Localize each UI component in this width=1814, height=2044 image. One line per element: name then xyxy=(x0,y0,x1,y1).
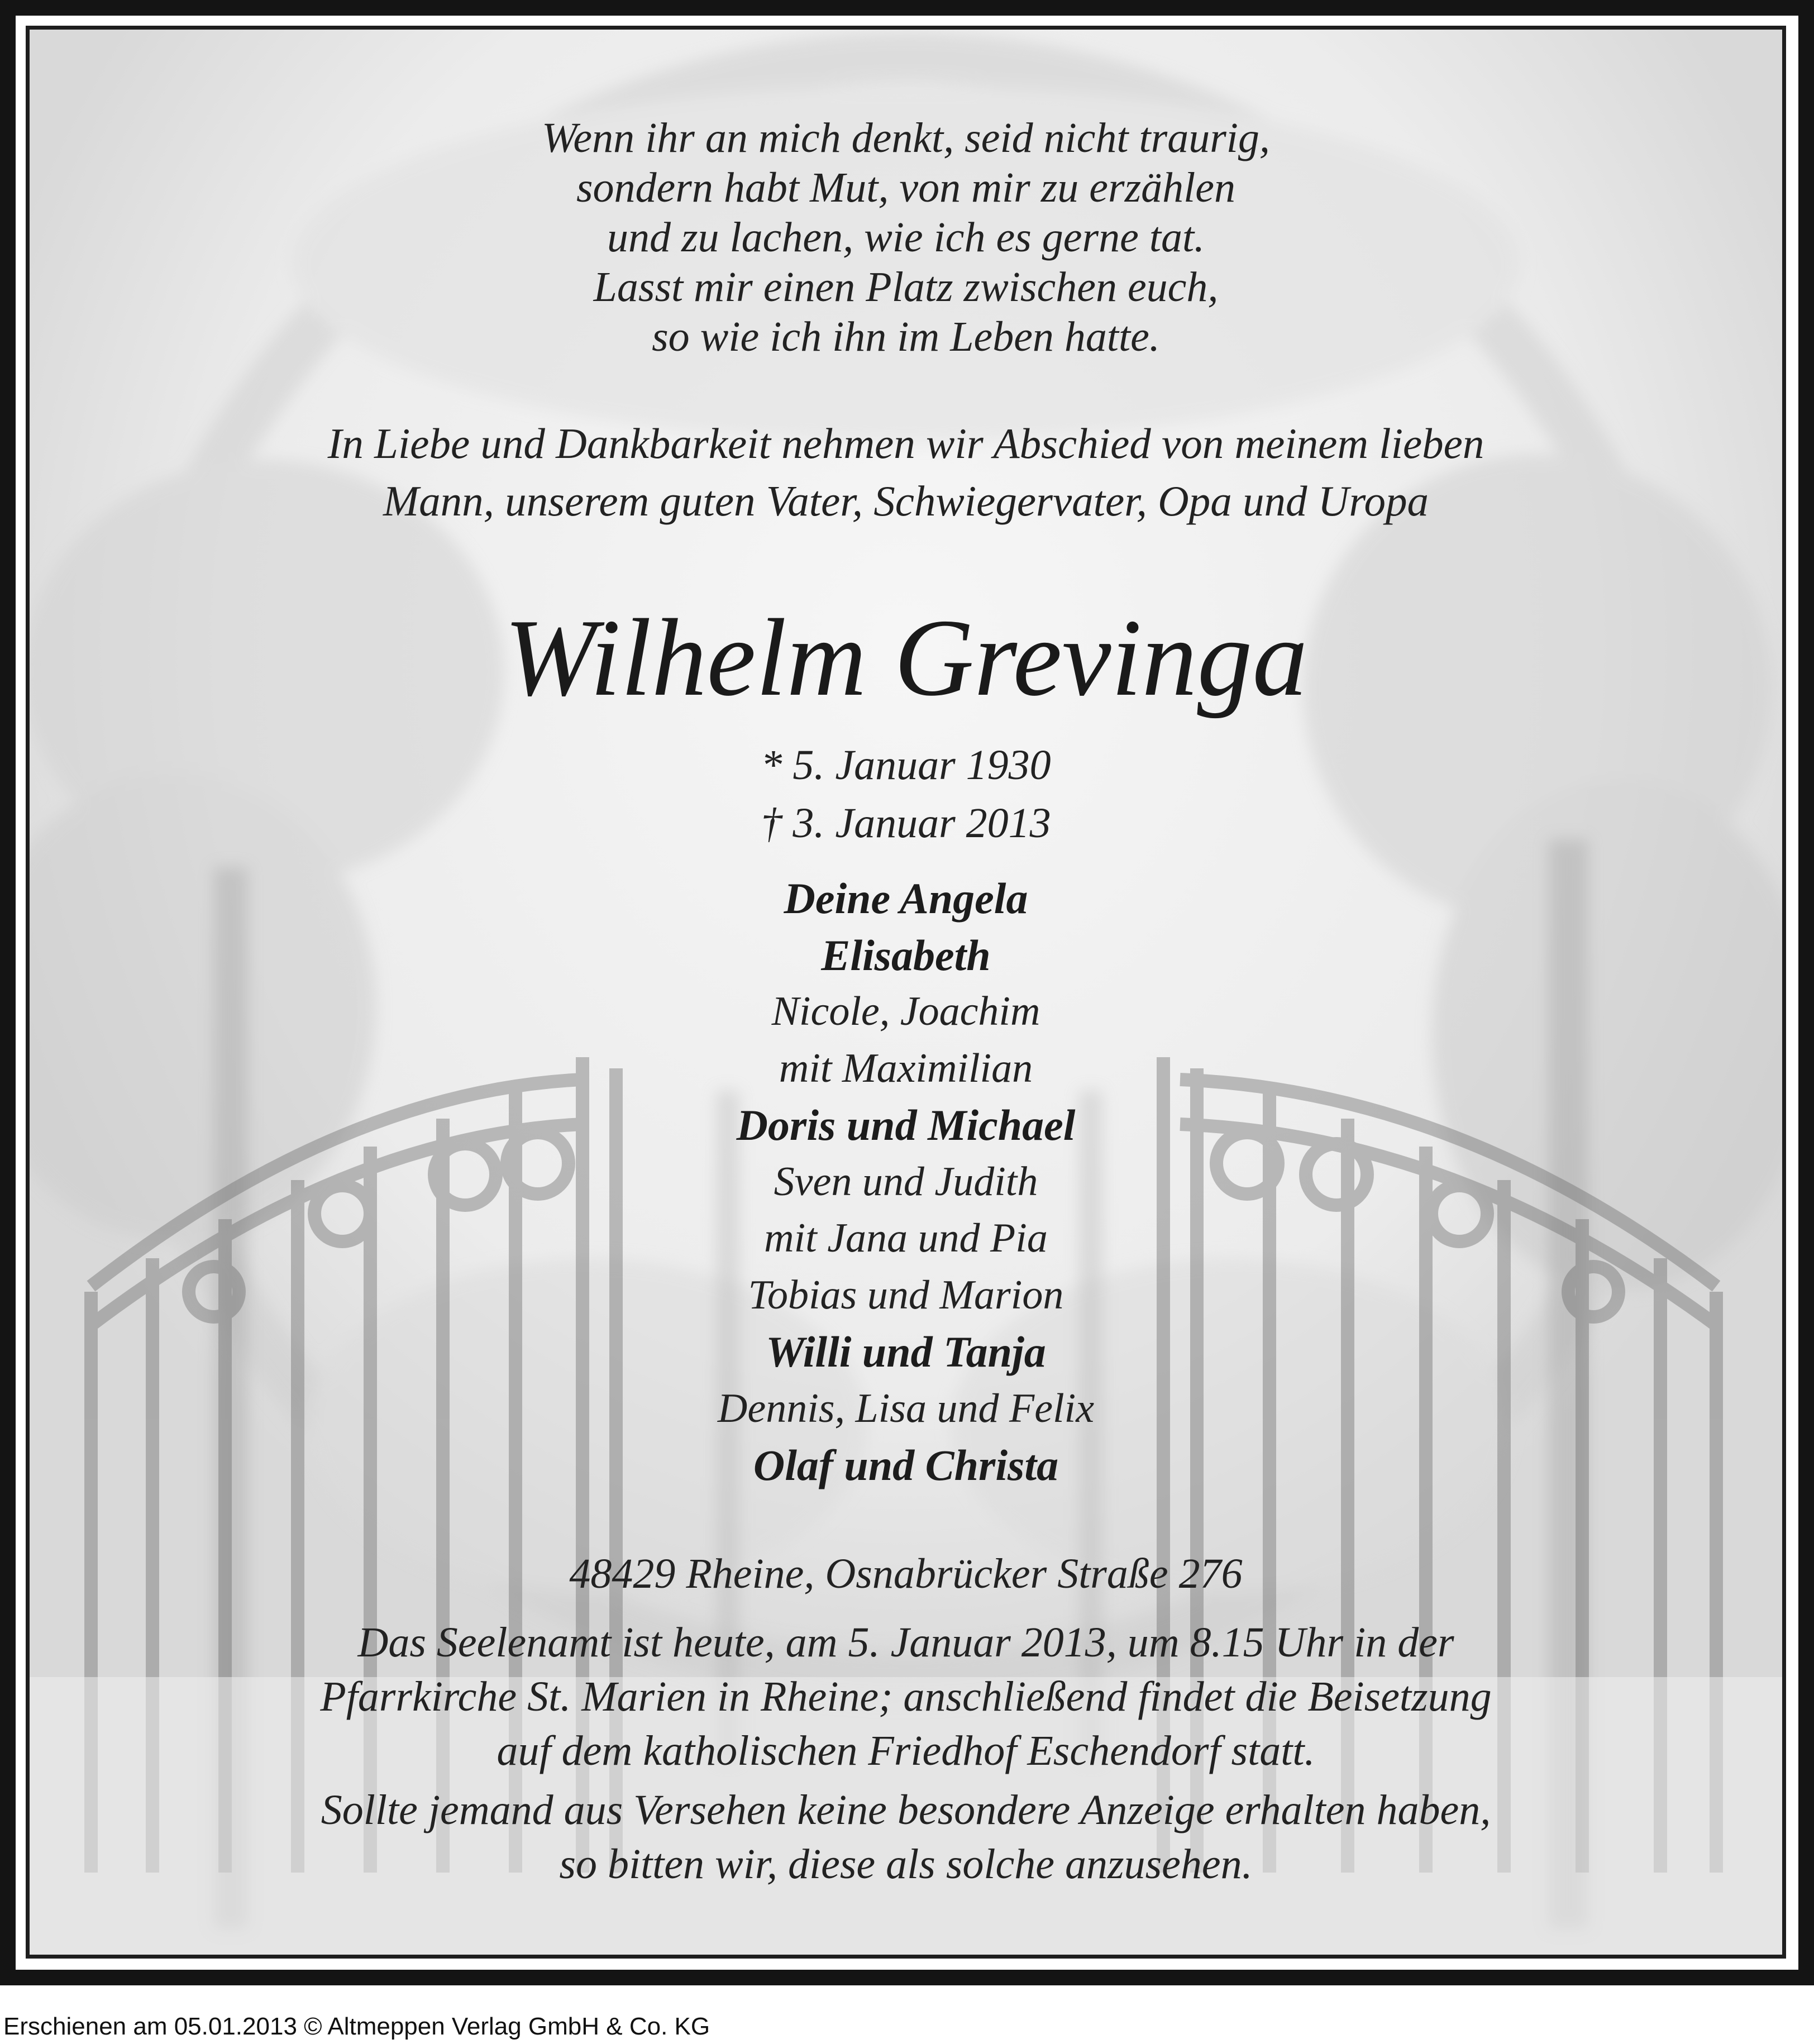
mourner-name: mit Jana und Pia xyxy=(764,1215,1048,1261)
mourner-name: mit Maximilian xyxy=(779,1045,1033,1091)
life-dates xyxy=(30,736,1782,852)
mourner-name: Sven und Judith xyxy=(774,1158,1038,1205)
service-line: Pfarrkirche St. Marien in Rheine; anschließend findet die Beisetzung xyxy=(320,1673,1492,1720)
family-address: 48429 Rheine, Osnabrücker Straße 276 xyxy=(569,1550,1243,1597)
service-line: auf dem katholischen Friedhof Eschendorf statt. xyxy=(497,1727,1315,1774)
poem-line: und zu lachen, wie ich es gerne tat. xyxy=(607,214,1205,261)
mourner-name-primary: Olaf und Christa xyxy=(753,1441,1059,1489)
poem-line: sondern habt Mut, von mir zu erzählen xyxy=(576,164,1236,211)
mourner-name-primary: Deine Angela xyxy=(784,874,1028,923)
mourner-name-primary: Elisabeth xyxy=(821,930,991,980)
intro-line: In Liebe und Dankbarkeit nehmen wir Abschied von meinem lieben xyxy=(327,419,1484,467)
poem-line: Lasst mir einen Platz zwischen euch, xyxy=(593,264,1219,311)
farewell-intro xyxy=(30,415,1782,530)
mourner-name-primary: Willi und Tanja xyxy=(766,1327,1046,1376)
poem-line: Wenn ihr an mich denkt, seid nicht traurig, xyxy=(542,114,1270,161)
note-line: so bitten wir, diese als solche anzusehen. xyxy=(559,1841,1253,1888)
poem xyxy=(30,113,1782,362)
mourner-name: Dennis, Lisa und Felix xyxy=(717,1385,1095,1431)
death-date: † 3. Januar 2013 xyxy=(761,800,1051,847)
closing-note xyxy=(30,1783,1782,1892)
poem-line: so wie ich ihn im Leben hatte. xyxy=(652,313,1160,360)
mourner-name: Tobias und Marion xyxy=(748,1272,1064,1318)
note-line: Sollte jemand aus Versehen keine besondere Anzeige erhalten haben, xyxy=(321,1787,1491,1833)
mourners-list xyxy=(30,870,1782,1494)
birth-date: * 5. Januar 1930 xyxy=(761,742,1051,789)
mourner-name: Nicole, Joachim xyxy=(771,988,1040,1034)
intro-line: Mann, unserem guten Vater, Schwiegervater, Opa und Uropa xyxy=(383,477,1429,525)
publication-credit: Erschienen am 05.01.2013 © Altmeppen Verlag GmbH & Co. KG xyxy=(3,2013,710,2040)
obituary-notice xyxy=(26,26,1786,1959)
service-line: Das Seelenamt ist heute, am 5. Januar 2013, um 8.15 Uhr in der xyxy=(357,1619,1454,1666)
funeral-service-info xyxy=(30,1616,1782,1778)
deceased-name: Wilhelm Grevinga xyxy=(504,596,1308,719)
mourner-name-primary: Doris und Michael xyxy=(736,1101,1076,1149)
